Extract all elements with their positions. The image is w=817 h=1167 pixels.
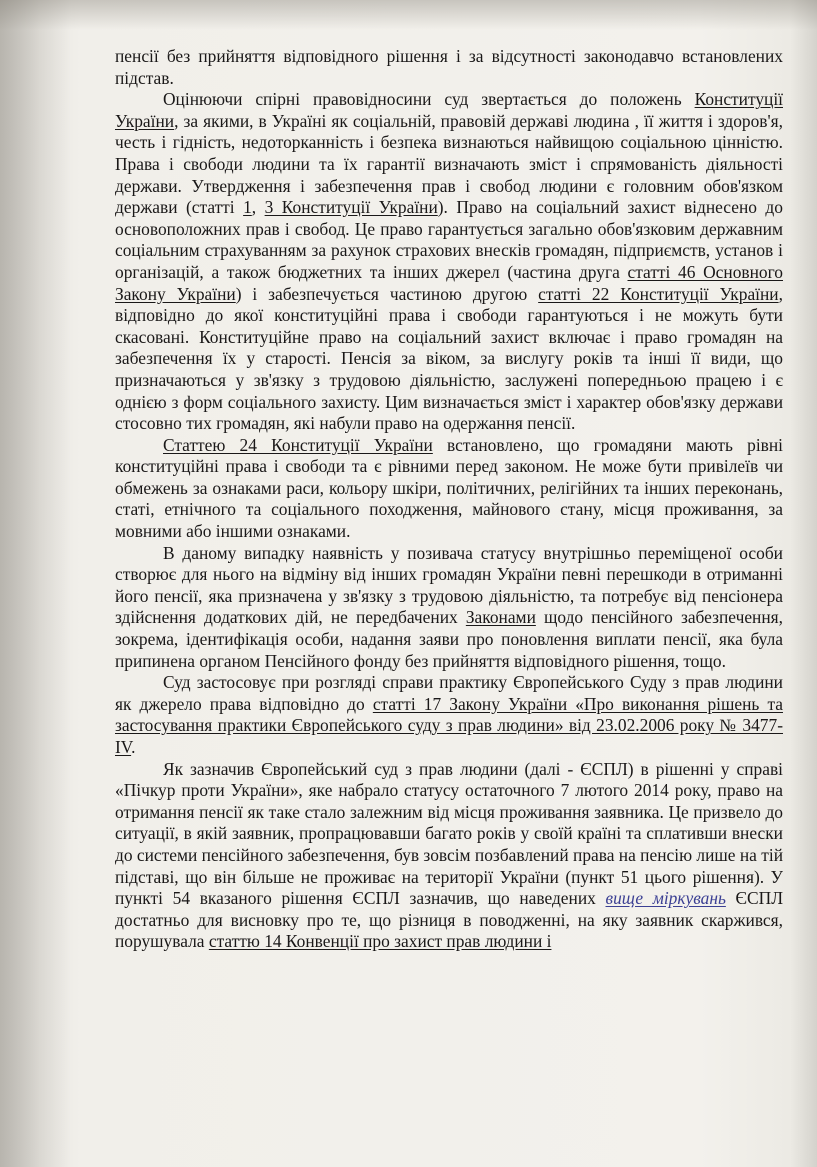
- legal-reference-link[interactable]: Конституції України: [115, 89, 783, 131]
- document-body: [115, 46, 783, 953]
- legal-reference-link[interactable]: статті 22 Конституції України: [538, 283, 779, 304]
- legal-reference-link[interactable]: 1: [243, 197, 252, 218]
- paragraph: [115, 89, 783, 435]
- paragraph-text: ) і забезпечується частиною другою: [235, 283, 539, 304]
- paragraph-text: , відповідно до якої конституційні права і свободи гарантуються і не можуть бути скасовані. Конституційне право на соціальний захист включає і право громадян на забезпечення їх у старості. Пенсія за віком, за вислугу років та інші її види, що призначаються у зв'язку з трудовою діяльністю, заслужені попередньою працею і є однією з форм соціального захисту. Цим визначається зміст і характер обов'язку держави стосовно тих громадян, які набули право на одержання пенсії.: [115, 283, 783, 434]
- paragraph-text: .: [131, 737, 136, 757]
- paragraph-text: щодо пенсійного забезпечення, зокрема, ідентифікація особи, надання заяви про поновлення виплати пенсії, яка була припинена органом Пенсійного фонду без прийняття відповідного рішення, тощо.: [115, 607, 783, 671]
- legal-reference-link[interactable]: статті 17 Закону України «Про виконання рішень та застосування практики Європейського суду з прав людини» від 23.02.2006 року № 3477-IV: [115, 693, 783, 757]
- paragraph-text: Оцінюючи спірні правовідносини суд звертається до положень: [163, 89, 695, 110]
- paragraph: [115, 435, 783, 543]
- legal-reference-link[interactable]: статті 46 Основного Закону України: [115, 261, 783, 304]
- paragraph: [115, 672, 783, 758]
- paragraph-text: ,: [251, 197, 265, 218]
- page-fold-shadow: [0, 0, 70, 1167]
- paragraph: [115, 543, 783, 673]
- legal-reference-link[interactable]: статтю 14 Конвенції про захист прав людини і: [208, 931, 552, 952]
- paragraph: [115, 46, 783, 89]
- paragraph-text: ЄСПЛ достатньо для висновку про те, що різниця в поводженні, на яку заявник скаржився, порушувала: [115, 888, 783, 952]
- paragraph-text: встановлено, що громадяни мають рівні конституційні права і свободи та є рівними перед законом. Не може бути привілеїв чи обмежень за ознаками раси, кольору шкіри, політичних, релігійних та інших переконань, статі, етнічного та соціального походження, майнового стану, місця проживання, за мовними або іншими ознаками.: [115, 434, 783, 542]
- page-top-shadow: [0, 0, 817, 30]
- legal-reference-link[interactable]: Статтею 24 Конституції України: [163, 434, 433, 455]
- legal-reference-link[interactable]: 3 Конституції України: [264, 197, 438, 218]
- legal-reference-link[interactable]: вище міркувань: [605, 888, 726, 909]
- paragraph-text: , за якими, в Україні як соціальній, правовій державі людина , її життя і здоров'я, честь і гідність, недоторканність і безпека визнаються найвищою соціальною цінністю. Права і свободи людини та їх гарантії визначають зміст і спрямованість діяльності держави. Утвердження і забезпечення прав і свобод людини є головним обов'язком держави (статті: [115, 110, 783, 218]
- paragraph-text: ). Право на соціальний захист віднесено до основоположних прав і свобод. Це право гарантується загально обов'язковим державним соціальним страхуванням за рахунок страхових внесків громадян, підприємств, установ і організацій, а також бюджетних та інших джерел (частина друга: [115, 197, 783, 282]
- legal-reference-link[interactable]: Законами: [465, 607, 536, 628]
- paragraph-text: Суд застосовує при розгляді справи практику Європейського Суду з прав людини як джерело права відповідно до: [115, 672, 783, 714]
- paragraph-text: пенсії без прийняття відповідного рішення і за відсутності законодавчо встановлених підстав.: [115, 46, 783, 88]
- paragraph-text: В даному випадку наявність у позивача статусу внутрішньо переміщеної особи створює для нього на відміну від інших громадян України певні перешкоди в отриманні його пенсії, яка призначена у зв'язку з трудовою діяльністю, та потребує від пенсіонера здійснення додаткових дій, не передбачених: [115, 542, 783, 628]
- paragraph: [115, 759, 783, 953]
- paragraph-text: Як зазначив Європейський суд з прав людини (далі - ЄСПЛ) в рішенні у справі «Пічкур проти України», яке набрало статусу остаточного 7 лютого 2014 року, право на отримання пенсії як таке стало залежним від місця проживання заявника. Це призвело до ситуації, в якій заявник, пропрацювавши багато років у своїй країні та сплативши внески до системи пенсійного забезпечення, був зовсім позбавлений права на пенсію лише на тій підставі, що він більше не проживає на території України (пункт 51 цього рішення). У пункті 54 вказаного рішення ЄСПЛ зазначив, що наведених: [115, 758, 783, 909]
